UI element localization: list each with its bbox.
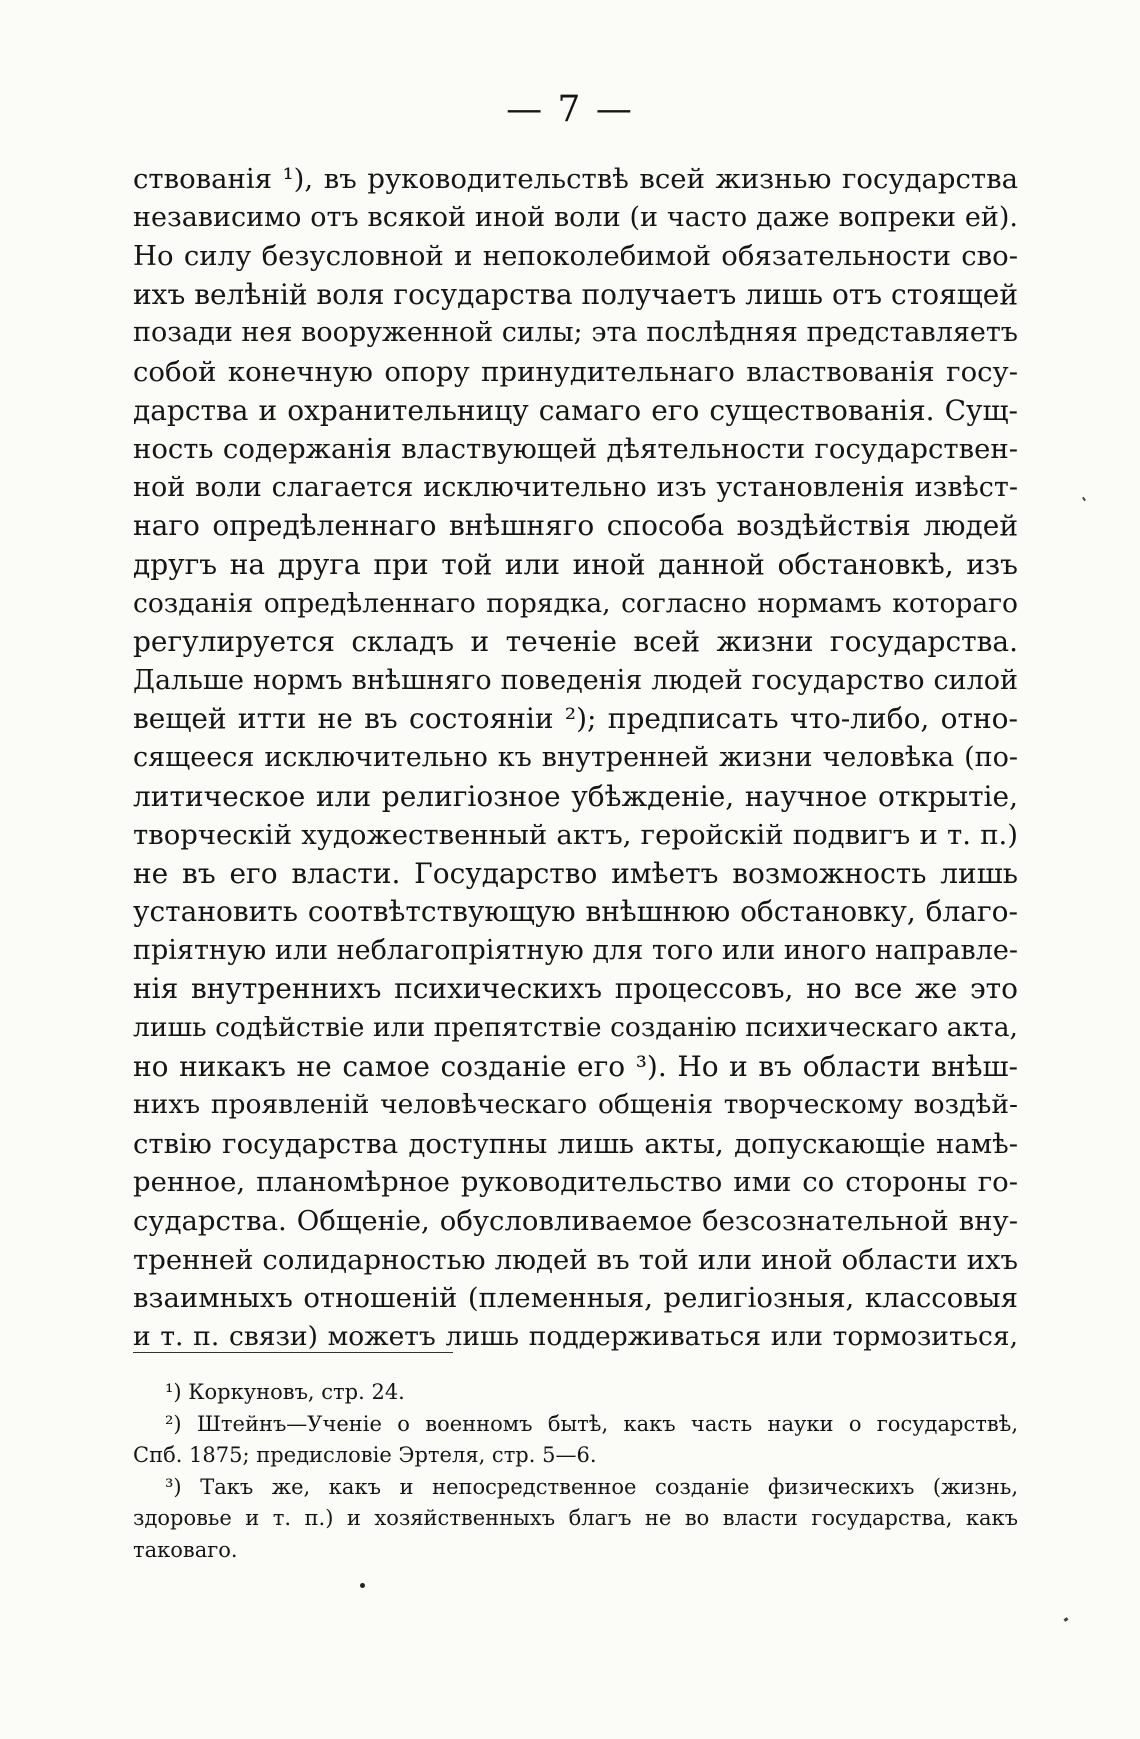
text-line: собой конечную опору принудительнаго властвованія госу- (133, 355, 1018, 388)
text-line: Дальше нормъ внѣшняго поведенія людей государство силой (133, 664, 1018, 696)
text-line: наго опредѣленнаго внѣшняго способа воздѣйствія людей (133, 509, 1018, 543)
text-line: литическое или религіозное убѣжденіе, научное открытіе, (133, 779, 1018, 813)
text-line: дарства и охранительницу самаго его существованія. Сущ- (133, 393, 1018, 427)
text-line: не въ его власти. Государство имѣетъ возможность лишь (133, 856, 1018, 890)
text-line: ствію государства доступны лишь акты, допускающіе намѣ- (133, 1127, 1018, 1160)
text-line: нихъ проявленій человѣческаго общенія творческому воздѣй- (133, 1089, 1018, 1121)
ink-speck (1064, 1617, 1069, 1622)
text-line: но никакъ не самое созданіе его ³). Но и въ области внѣш- (133, 1049, 1018, 1083)
text-line: установить соотвѣтствующую внѣшнюю обстановку, благо- (133, 895, 1018, 929)
text-line: сударства. Общеніе, обусловливаемое безсознательной вну- (133, 1205, 1018, 1238)
text-line: ренное, планомѣрное руководительство ими со стороны го- (133, 1166, 1018, 1199)
text-line: лишь содѣйствіе или препятствіе созданію психическаго акта, (133, 1012, 1018, 1044)
text-line: вещей итти не въ состояніи ²); предписать что-либо, отно- (133, 702, 1018, 736)
text-line: сящееся исключительно къ внутренней жизни человѣка (по- (133, 741, 1018, 773)
text-line: ной воли слагается исключительно изъ установленія извѣст- (133, 471, 1018, 503)
ink-dot (360, 1583, 365, 1588)
text-line: Но силу безусловной и непоколебимой обязательности сво- (133, 240, 1018, 273)
text-line: и т. п. связи) можетъ лишь поддерживаться или тормозиться, (133, 1320, 1018, 1352)
body-text (133, 160, 1018, 1356)
footnote-3-continued: здоровье и т. п.) и хозяйственныхъ благъ не во власти государства, какъ (133, 1506, 1018, 1530)
footnote-1: ¹) Коркуновъ, стр. 24. (165, 1380, 405, 1404)
footnote-3: ³) Такъ же, какъ и непосредственное созданіе физическихъ (жизнь, (165, 1474, 1018, 1499)
text-line: ствованія ¹), въ руководительствѣ всей жизнью государства (133, 163, 1018, 195)
footnote-2-continued: Спб. 1875; предисловіе Эртеля, стр. 5—6. (133, 1443, 597, 1467)
text-line: тренней солидарностью людей въ той или иной области ихъ (133, 1243, 1018, 1276)
text-line: другъ на друга при той или иной данной обстановкѣ, изъ (133, 547, 1018, 581)
footnotes (133, 1377, 1018, 1566)
text-line: нія внутреннихъ психическихъ процессовъ, но все же это (133, 972, 1018, 1006)
text-line: позади нея вооруженной силы; эта послѣдняя представляетъ (133, 317, 1018, 349)
text-line: ихъ велѣній воля государства получаетъ лишь отъ стоящей (133, 277, 1018, 311)
text-line: пріятную или неблагопріятную для того или иного направле- (133, 934, 1018, 966)
footnote-divider (133, 1352, 453, 1353)
text-line: независимо отъ всякой иной воли (и часто даже вопреки ей). (133, 201, 1018, 233)
footnote-2: ²) Штейнъ—Ученіе о военномъ бытѣ, какъ часть науки о государствѣ, (165, 1411, 1018, 1436)
footnote-3-end: таковаго. (133, 1537, 238, 1562)
text-line: регулируется складъ и теченіе всей жизни государства. (133, 625, 1018, 659)
text-line: ность содержанія властвующей дѣятельности государствен- (133, 433, 1018, 466)
text-line: взаимныхъ отношеній (племенныя, религіозныя, классовыя (133, 1282, 1018, 1315)
text-line: творческій художественный актъ, геройскій подвигъ и т. п.) (133, 819, 1018, 852)
ink-speck (1082, 497, 1086, 501)
text-line: созданія опредѣленнаго порядка, согласно нормамъ котораго (133, 587, 1018, 619)
page-number: — 7 — (506, 89, 634, 130)
